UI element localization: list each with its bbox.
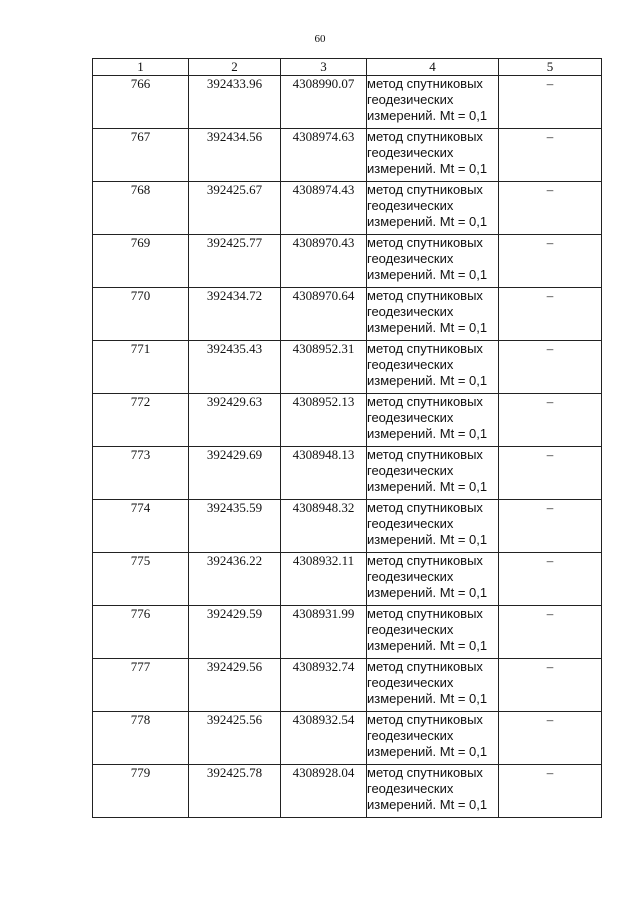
point-number-cell: 777 <box>93 659 189 712</box>
method-text-line: метод спутниковых <box>367 553 483 568</box>
column-header: 1 <box>93 59 189 76</box>
column-header: 2 <box>189 59 281 76</box>
table-row <box>93 712 602 765</box>
method-text-line: метод спутниковых <box>367 288 483 303</box>
x-coordinate-cell: 392425.77 <box>189 235 281 288</box>
method-text-line: метод спутниковых <box>367 659 483 674</box>
note-cell: – <box>499 288 602 341</box>
method-text-line: измерений. Mt = 0,1 <box>367 161 488 176</box>
table-row <box>93 76 602 129</box>
method-text-line: измерений. Mt = 0,1 <box>367 638 488 653</box>
table-row <box>93 500 602 553</box>
note-cell: – <box>499 765 602 818</box>
page-number: 60 <box>314 33 326 45</box>
method-text-line: геодезических <box>367 728 454 743</box>
table-row <box>93 182 602 235</box>
method-text-line: геодезических <box>367 516 454 531</box>
point-number-cell: 779 <box>93 765 189 818</box>
x-coordinate-cell: 392425.67 <box>189 182 281 235</box>
y-coordinate-cell: 4308974.63 <box>281 129 367 182</box>
method-cell <box>367 76 499 129</box>
note-cell: – <box>499 500 602 553</box>
method-cell <box>367 712 499 765</box>
table-row <box>93 129 602 182</box>
method-text-line: измерений. Mt = 0,1 <box>367 108 488 123</box>
method-text-line: геодезических <box>367 304 454 319</box>
note-cell: – <box>499 394 602 447</box>
table-row <box>93 606 602 659</box>
method-text-line: измерений. Mt = 0,1 <box>367 744 488 759</box>
method-cell <box>367 341 499 394</box>
y-coordinate-cell: 4308952.13 <box>281 394 367 447</box>
y-coordinate-cell: 4308952.31 <box>281 341 367 394</box>
method-cell <box>367 394 499 447</box>
note-cell: – <box>499 553 602 606</box>
method-text-line: геодезических <box>367 92 454 107</box>
method-text-line: измерений. Mt = 0,1 <box>367 479 488 494</box>
method-text-line: метод спутниковых <box>367 712 483 727</box>
point-number-cell: 768 <box>93 182 189 235</box>
note-cell: – <box>499 606 602 659</box>
y-coordinate-cell: 4308990.07 <box>281 76 367 129</box>
method-cell <box>367 500 499 553</box>
point-number-cell: 766 <box>93 76 189 129</box>
method-cell <box>367 235 499 288</box>
note-cell: – <box>499 659 602 712</box>
method-text-line: геодезических <box>367 410 454 425</box>
note-cell: – <box>499 341 602 394</box>
x-coordinate-cell: 392425.78 <box>189 765 281 818</box>
method-text-line: геодезических <box>367 357 454 372</box>
method-text-line: измерений. Mt = 0,1 <box>367 532 488 547</box>
y-coordinate-cell: 4308932.54 <box>281 712 367 765</box>
note-cell: – <box>499 182 602 235</box>
y-coordinate-cell: 4308931.99 <box>281 606 367 659</box>
method-text-line: метод спутниковых <box>367 394 483 409</box>
method-text-line: метод спутниковых <box>367 606 483 621</box>
method-text-line: геодезических <box>367 463 454 478</box>
method-text-line: метод спутниковых <box>367 765 483 780</box>
point-number-cell: 776 <box>93 606 189 659</box>
table-header-row <box>93 59 602 76</box>
note-cell: – <box>499 712 602 765</box>
y-coordinate-cell: 4308948.32 <box>281 500 367 553</box>
point-number-cell: 773 <box>93 447 189 500</box>
method-text-line: измерений. Mt = 0,1 <box>367 426 488 441</box>
x-coordinate-cell: 392425.56 <box>189 712 281 765</box>
method-text-line: геодезических <box>367 569 454 584</box>
point-number-cell: 772 <box>93 394 189 447</box>
y-coordinate-cell: 4308932.74 <box>281 659 367 712</box>
y-coordinate-cell: 4308974.43 <box>281 182 367 235</box>
note-cell: – <box>499 447 602 500</box>
method-cell <box>367 553 499 606</box>
note-cell: – <box>499 76 602 129</box>
x-coordinate-cell: 392429.63 <box>189 394 281 447</box>
point-number-cell: 770 <box>93 288 189 341</box>
method-text-line: измерений. Mt = 0,1 <box>367 373 488 388</box>
method-text-line: геодезических <box>367 675 454 690</box>
method-text-line: геодезических <box>367 251 454 266</box>
method-text-line: метод спутниковых <box>367 341 483 356</box>
method-text-line: измерений. Mt = 0,1 <box>367 585 488 600</box>
note-cell: – <box>499 129 602 182</box>
method-cell <box>367 288 499 341</box>
point-number-cell: 774 <box>93 500 189 553</box>
x-coordinate-cell: 392429.69 <box>189 447 281 500</box>
point-number-cell: 775 <box>93 553 189 606</box>
table-row <box>93 394 602 447</box>
method-text-line: измерений. Mt = 0,1 <box>367 320 488 335</box>
method-text-line: метод спутниковых <box>367 500 483 515</box>
x-coordinate-cell: 392436.22 <box>189 553 281 606</box>
x-coordinate-cell: 392434.56 <box>189 129 281 182</box>
y-coordinate-cell: 4308970.43 <box>281 235 367 288</box>
y-coordinate-cell: 4308948.13 <box>281 447 367 500</box>
point-number-cell: 769 <box>93 235 189 288</box>
table-row <box>93 765 602 818</box>
x-coordinate-cell: 392435.59 <box>189 500 281 553</box>
method-cell <box>367 606 499 659</box>
table-row <box>93 553 602 606</box>
method-cell <box>367 182 499 235</box>
method-cell <box>367 659 499 712</box>
y-coordinate-cell: 4308970.64 <box>281 288 367 341</box>
table-row <box>93 341 602 394</box>
method-text-line: геодезических <box>367 781 454 796</box>
method-text-line: метод спутниковых <box>367 182 483 197</box>
method-text-line: измерений. Mt = 0,1 <box>367 797 488 812</box>
method-text-line: метод спутниковых <box>367 235 483 250</box>
method-cell <box>367 765 499 818</box>
point-number-cell: 778 <box>93 712 189 765</box>
method-text-line: измерений. Mt = 0,1 <box>367 214 488 229</box>
method-text-line: измерений. Mt = 0,1 <box>367 267 488 282</box>
table-row <box>93 659 602 712</box>
method-cell <box>367 447 499 500</box>
x-coordinate-cell: 392429.56 <box>189 659 281 712</box>
method-text-line: геодезических <box>367 622 454 637</box>
y-coordinate-cell: 4308932.11 <box>281 553 367 606</box>
point-number-cell: 767 <box>93 129 189 182</box>
x-coordinate-cell: 392435.43 <box>189 341 281 394</box>
method-text-line: метод спутниковых <box>367 447 483 462</box>
table-row <box>93 235 602 288</box>
x-coordinate-cell: 392434.72 <box>189 288 281 341</box>
x-coordinate-cell: 392433.96 <box>189 76 281 129</box>
column-header: 3 <box>281 59 367 76</box>
method-text-line: измерений. Mt = 0,1 <box>367 691 488 706</box>
method-text-line: метод спутниковых <box>367 76 483 91</box>
note-cell: – <box>499 235 602 288</box>
method-text-line: метод спутниковых <box>367 129 483 144</box>
method-cell <box>367 129 499 182</box>
method-text-line: геодезических <box>367 145 454 160</box>
x-coordinate-cell: 392429.59 <box>189 606 281 659</box>
point-number-cell: 771 <box>93 341 189 394</box>
column-header: 4 <box>367 59 499 76</box>
table-row <box>93 288 602 341</box>
coordinates-table <box>92 58 602 818</box>
method-text-line: геодезических <box>367 198 454 213</box>
column-header: 5 <box>499 59 602 76</box>
y-coordinate-cell: 4308928.04 <box>281 765 367 818</box>
table-row <box>93 447 602 500</box>
